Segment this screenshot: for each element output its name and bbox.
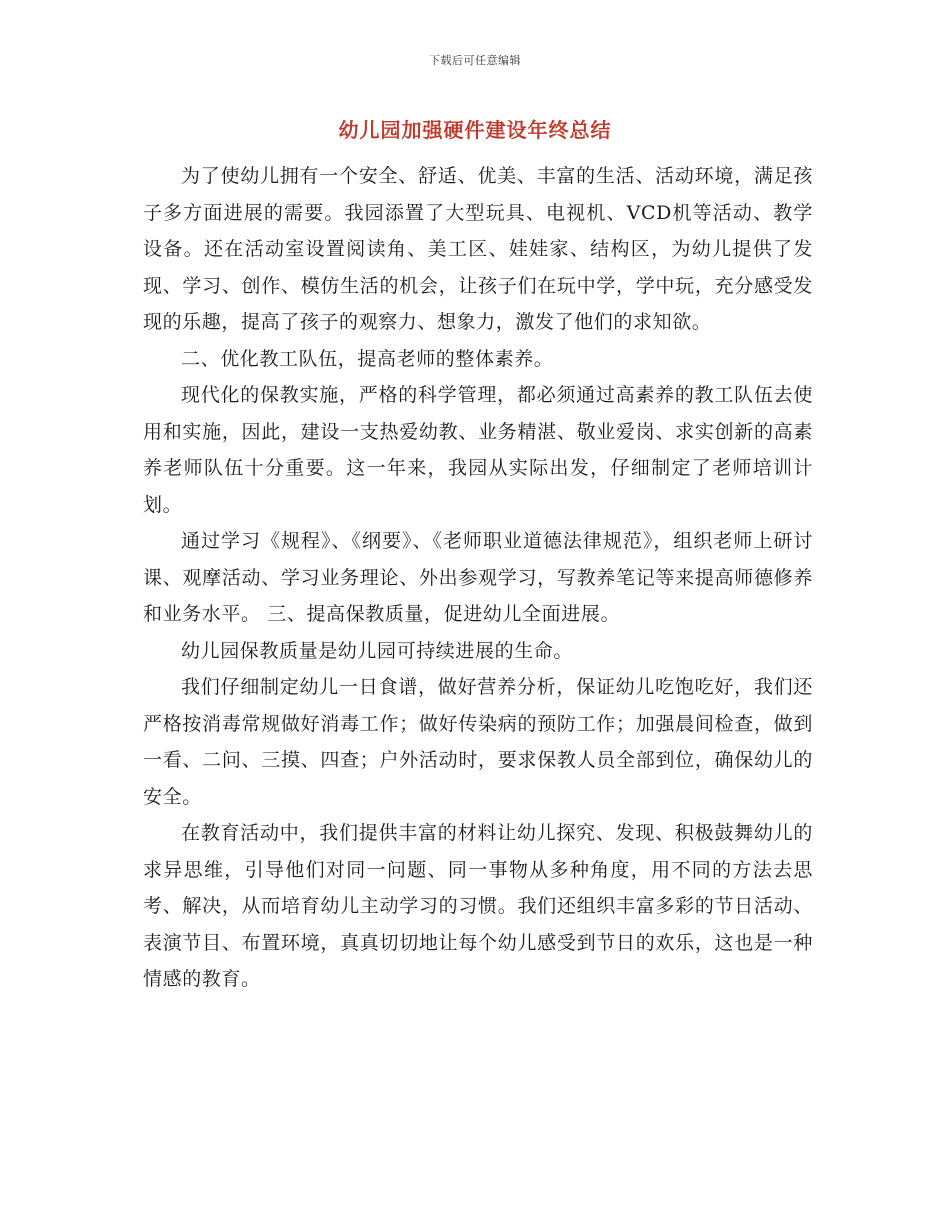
paragraph-training: 通过学习《规程》、《纲要》、《老师职业道德法律规范》，组织老师上研讨课、观摩活动、学习业务理论、外出参观学习，写教养笔记等来提高师德修养和业务水平。 三、提高保教质量，促进幼儿全面进展。 bbox=[143, 530, 813, 625]
paragraph-teacher-team: 现代化的保教实施，严格的科学管理，都必须通过高素养的教工队伍去使用和实施，因此，建设一支热爱幼教、业务精湛、敬业爱岗、求实创新的高素养老师队伍十分重要。这一年来，我园从实际出发，仔细制定了老师培训计划。 bbox=[143, 384, 813, 516]
header-note: 下载后可任意编辑 bbox=[429, 54, 521, 67]
paragraph-section-two-heading: 二、优化教工队伍，提高老师的整体素养。 bbox=[181, 347, 554, 370]
document-body bbox=[143, 158, 813, 998]
document-title: 幼儿园加强硬件建设年终总结 bbox=[338, 118, 612, 142]
paragraph-education-activities: 在教育活动中，我们提供丰富的材料让幼儿探究、发现、积极鼓舞幼儿的求异思维，引导他们对同一问题、同一事物从多种角度，用不同的方法去思考、解决，从而培育幼儿主动学习的习惯。我们还组织丰富多彩的节日活动、表演节目、布置环境，真真切切地让每个幼儿感受到节日的欢乐，这也是一种情感的教育。 bbox=[143, 822, 813, 990]
paragraph-health-safety: 我们仔细制定幼儿一日食谱，做好营养分析，保证幼儿吃饱吃好，我们还严格按消毒常规做好消毒工作；做好传染病的预防工作；加强晨间检查，做到一看、二问、三摸、四查；户外活动时，要求保教人员全部到位，确保幼儿的安全。 bbox=[143, 676, 813, 808]
paragraph-quality: 幼儿园保教质量是幼儿园可持续进展的生命。 bbox=[181, 639, 574, 662]
paragraph-environment: 为了使幼儿拥有一个安全、舒适、优美、丰富的生活、活动环境，满足孩子多方面进展的需要。我园添置了大型玩具、电视机、VCD机等活动、教学设备。还在活动室设置阅读角、美工区、娃娃家、结构区，为幼儿提供了发现、学习、创作、模仿生活的机会，让孩子们在玩中学，学中玩，充分感受发现的乐趣，提高了孩子的观察力、想象力，激发了他们的求知欲。 bbox=[143, 165, 813, 333]
